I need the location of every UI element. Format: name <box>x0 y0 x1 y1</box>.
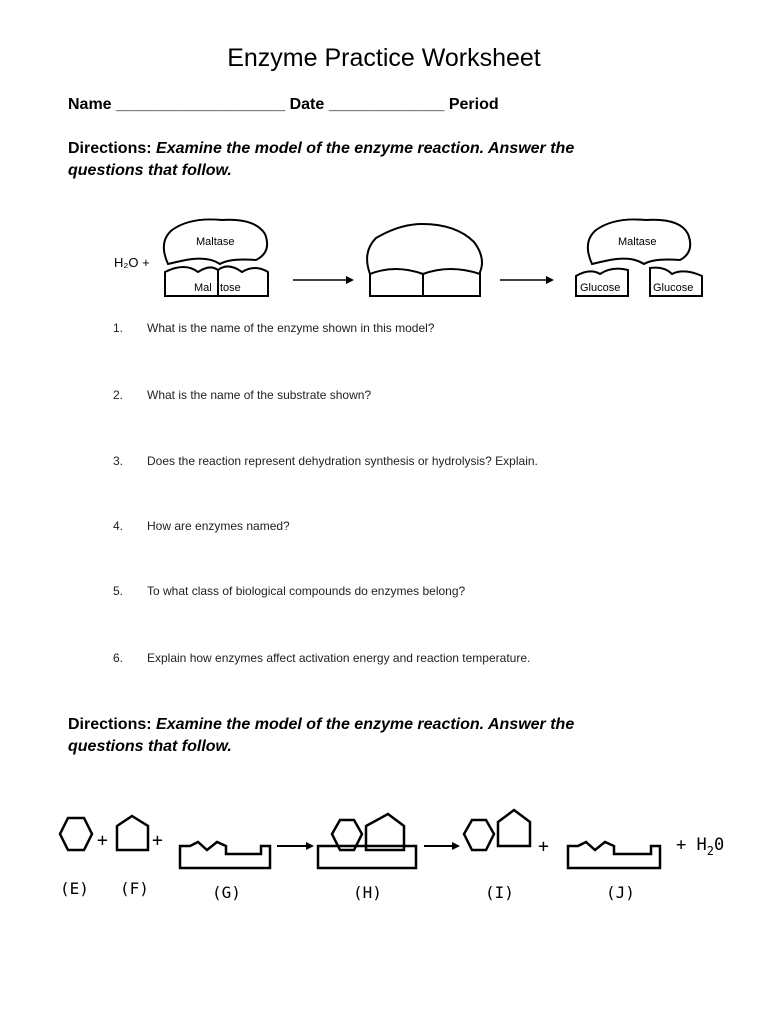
question-3: 3. Does the reaction represent dehydration synthesis or hydrolysis? Explain. <box>113 454 538 468</box>
directions-1 <box>68 138 628 182</box>
substrate-right: tose <box>220 282 241 294</box>
substrate-shape <box>165 266 268 296</box>
svg-text:+: + <box>152 830 163 851</box>
svg-text:+: + <box>97 830 108 851</box>
directions-2 <box>68 714 628 758</box>
label-h: (H) <box>353 883 382 902</box>
name-blank[interactable]: ___________________ <box>116 96 286 113</box>
period-label: Period <box>448 96 499 113</box>
label-j: (J) <box>606 883 635 902</box>
arrow-icon <box>546 276 554 284</box>
product-i <box>464 820 494 850</box>
water-label: H₂O + <box>114 255 150 270</box>
question-2: 2. What is the name of the substrate shown? <box>113 388 372 402</box>
directions-label: Directions: <box>68 140 152 157</box>
label-g: (G) <box>212 883 241 902</box>
label-f: (F) <box>120 879 149 898</box>
question-6: 6. Explain how enzymes affect activation energy and reaction temperature. <box>113 651 531 665</box>
arrow-icon <box>346 276 354 284</box>
molecule-f <box>117 816 148 850</box>
label-e: (E) <box>60 879 89 898</box>
question-1: 1. What is the name of the enzyme shown in this model? <box>113 321 435 335</box>
directions-text: Examine the model of the enzyme reaction. Answer the questions that follow. <box>68 140 575 179</box>
date-blank[interactable]: _____________ <box>328 96 445 113</box>
molecule-e <box>60 818 92 850</box>
directions-label: Directions: <box>68 716 152 733</box>
name-label: Name <box>68 96 112 113</box>
page-title: Enzyme Practice Worksheet <box>227 44 541 72</box>
question-4: 4. How are enzymes named? <box>113 519 290 533</box>
question-5: 5. To what class of biological compounds do enzymes belong? <box>113 584 466 598</box>
enzyme-j <box>568 842 660 868</box>
arrow-icon <box>452 842 460 850</box>
enzyme-label-1: Maltase <box>196 236 235 248</box>
directions-text: Examine the model of the enzyme reaction. Answer the questions that follow. <box>68 716 575 755</box>
header-fields <box>68 96 499 114</box>
label-i: (I) <box>485 883 514 902</box>
product-right: Glucose <box>653 282 694 294</box>
svg-text:+: + <box>538 836 549 857</box>
maltase-reaction-diagram <box>110 212 710 302</box>
date-label: Date <box>289 96 325 113</box>
water-label: + $H_20$ <box>676 835 725 858</box>
enzyme-substrate-complex <box>367 224 482 296</box>
lettered-reaction-diagram <box>40 800 740 910</box>
substrate-left: Mal <box>194 282 212 294</box>
enzyme-g <box>180 842 270 868</box>
arrow-icon <box>306 842 314 850</box>
product-left: Glucose <box>580 282 621 294</box>
enzyme-label-2: Maltase <box>618 236 657 248</box>
